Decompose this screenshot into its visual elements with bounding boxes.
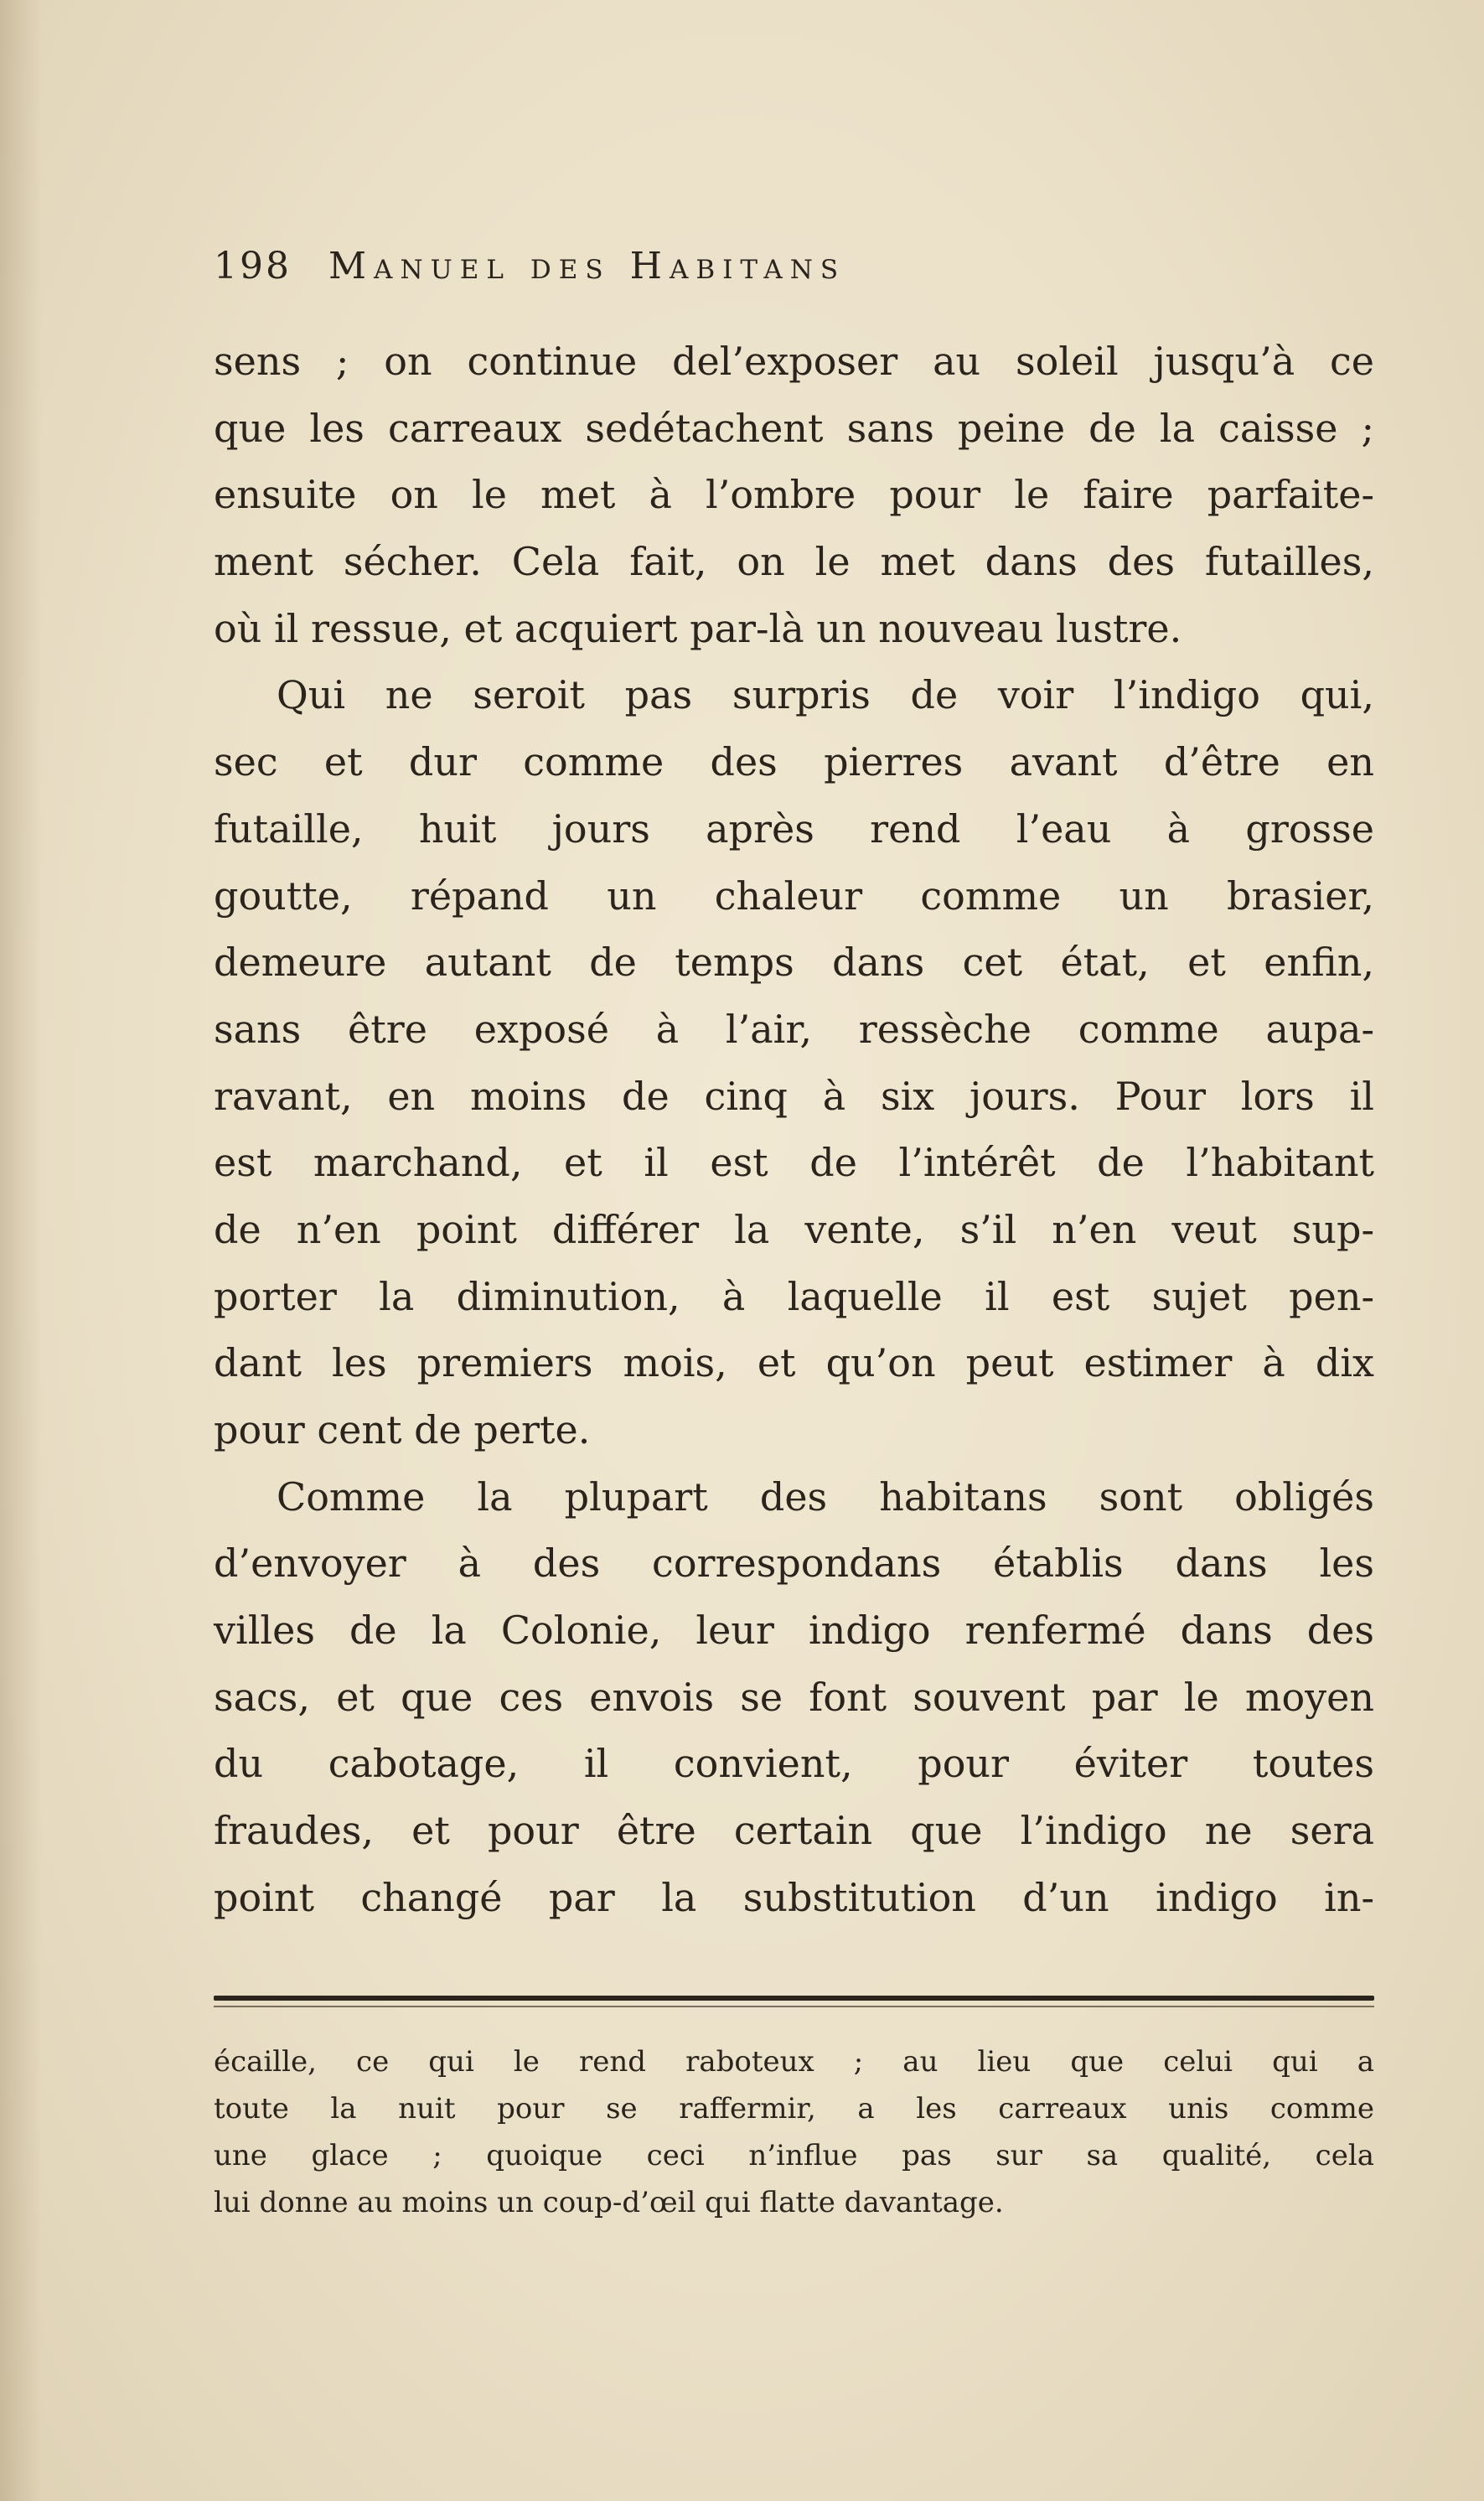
text-line: goutte, répand un chaleur comme un brasier, bbox=[214, 873, 1374, 919]
text-line: fraudes, et pour être certain que l’indigo ne sera bbox=[214, 1808, 1374, 1854]
text-line: Qui ne seroit pas surpris de voir l’indigo qui, bbox=[277, 672, 1374, 718]
body-text bbox=[214, 329, 1374, 1932]
text-line: villes de la Colonie, leur indigo renfermé dans des bbox=[214, 1608, 1374, 1654]
text-line: est marchand, et il est de l’intérêt de l’habitant bbox=[214, 1140, 1374, 1186]
text-line: demeure autant de temps dans cet état, et enfin, bbox=[214, 940, 1374, 986]
text-line: du cabotage, il convient, pour éviter toutes bbox=[214, 1741, 1374, 1787]
footnote-line: écaille, ce qui le rend raboteux ; au lieu que celui qui a bbox=[214, 2045, 1374, 2079]
text-line: sans être exposé à l’air, ressèche comme aupa- bbox=[214, 1006, 1374, 1052]
footnote-line: une glace ; quoique ceci n’influe pas sur sa qualité, cela bbox=[214, 2139, 1374, 2172]
running-head bbox=[214, 245, 1387, 303]
text-line: porter la diminution, à laquelle il est sujet pen- bbox=[214, 1273, 1374, 1319]
text-line: sacs, et que ces envois se font souvent par le moyen bbox=[214, 1674, 1374, 1720]
text-line: Comme la plupart des habitans sont obligés bbox=[277, 1473, 1374, 1520]
text-line: où il ressue, et acquiert par-là un nouveau lustre. bbox=[214, 605, 1182, 651]
text-line: sec et dur comme des pierres avant d’être en bbox=[214, 739, 1374, 785]
text-line: d’envoyer à des correspondans établis dans les bbox=[214, 1540, 1374, 1587]
text-line: futaille, huit jours après rend l’eau à grosse bbox=[214, 805, 1374, 852]
footnote-separator-rule bbox=[214, 1996, 1374, 2001]
text-line: de n’en point différer la vente, s’il n’en veut sup- bbox=[214, 1206, 1374, 1252]
text-line: point changé par la substitution d’un indigo in- bbox=[214, 1874, 1374, 1920]
text-line: pour cent de perte. bbox=[214, 1407, 591, 1452]
text-line: que les carreaux sedétachent sans peine de la caisse ; bbox=[214, 405, 1374, 451]
running-head-title: Manuel des Habitans bbox=[328, 245, 846, 287]
footnote bbox=[214, 2038, 1374, 2226]
page-number: 198 bbox=[214, 245, 292, 287]
text-line: sens ; on continue del’exposer au soleil jusqu’à ce bbox=[214, 339, 1374, 384]
text-line: dant les premiers mois, et qu’on peut estimer à dix bbox=[214, 1340, 1374, 1386]
text-line: ravant, en moins de cinq à six jours. Pour lors il bbox=[214, 1073, 1374, 1119]
footnote-line: lui donne au moins un coup-d’œil qui flatte davantage. bbox=[214, 2186, 1004, 2219]
footnote-separator-rule-thin bbox=[214, 2006, 1374, 2007]
text-line: ensuite on le met à l’ombre pour le faire parfaite- bbox=[214, 472, 1374, 518]
footnote-line: toute la nuit pour se raffermir, a les carreaux unis comme bbox=[214, 2092, 1374, 2126]
text-line: ment sécher. Cela fait, on le met dans des futailles, bbox=[214, 539, 1374, 585]
page-gutter-shadow bbox=[0, 0, 42, 2501]
